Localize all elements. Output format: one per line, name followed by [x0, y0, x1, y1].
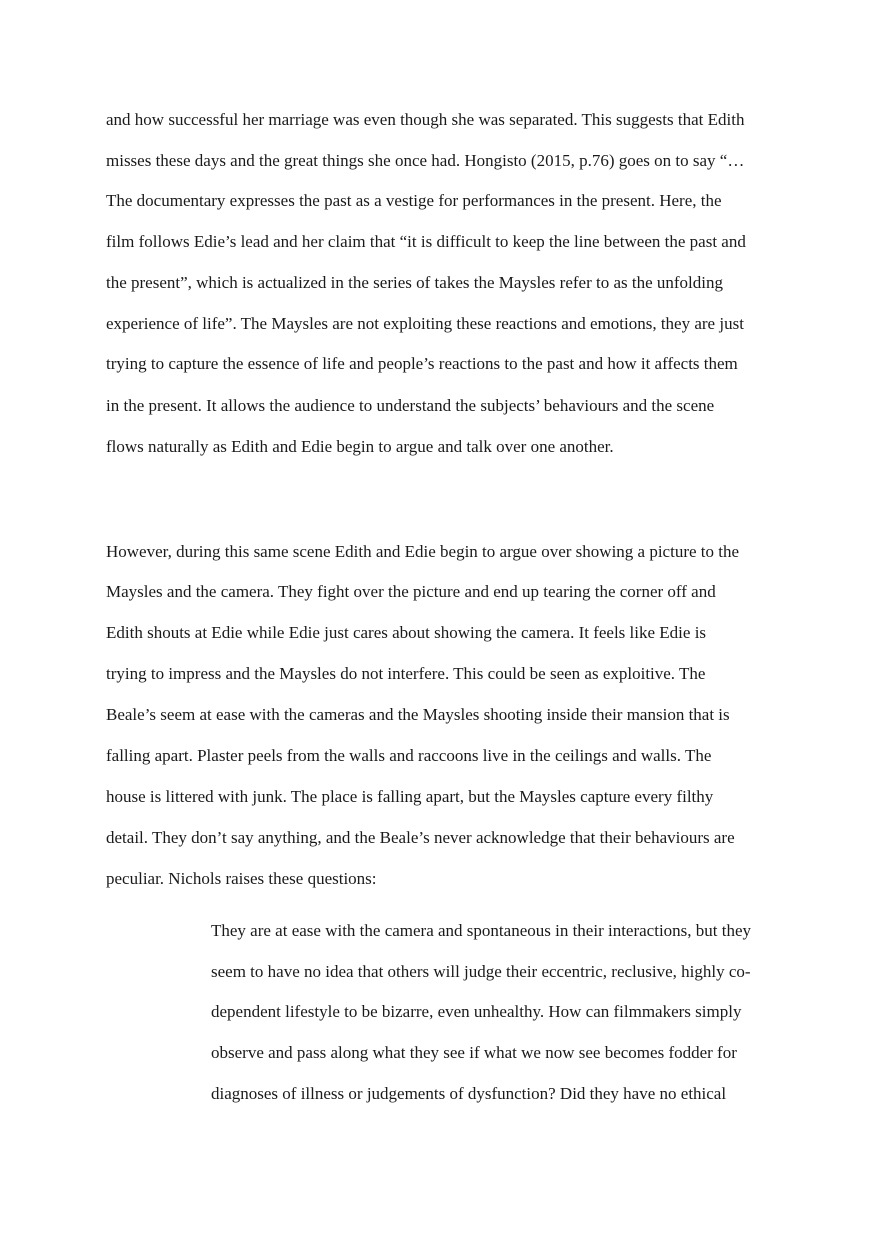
quote-line: observe and pass along what they see if what we now see becomes fodder for	[211, 1043, 737, 1062]
text-line: house is littered with junk. The place is falling apart, but the Maysles capture every filthy	[106, 787, 714, 806]
text-line: and how successful her marriage was even though she was separated. This suggests that Edith	[106, 110, 745, 129]
quote-line: dependent lifestyle to be bizarre, even unhealthy. How can filmmakers simply	[211, 1002, 742, 1021]
quote-line: They are at ease with the camera and spontaneous in their interactions, but they	[211, 921, 752, 940]
text-line: detail. They don’t say anything, and the Beale’s never acknowledge that their behaviours are	[106, 828, 735, 847]
text-line: experience of life”. The Maysles are not exploiting these reactions and emotions, they are just	[106, 314, 744, 333]
text-line: However, during this same scene Edith and Edie begin to argue over showing a picture to the	[106, 542, 740, 561]
text-line: falling apart. Plaster peels from the walls and raccoons live in the ceilings and walls. The	[106, 746, 712, 765]
text-line: trying to capture the essence of life and people’s reactions to the past and how it affects them	[106, 354, 738, 373]
quote-line: seem to have no idea that others will judge their eccentric, reclusive, highly co-	[211, 962, 751, 981]
text-line: Beale’s seem at ease with the cameras and the Maysles shooting inside their mansion that is	[106, 705, 730, 724]
text-line: The documentary expresses the past as a vestige for performances in the present. Here, the	[106, 191, 722, 210]
quote-line: diagnoses of illness or judgements of dysfunction? Did they have no ethical	[211, 1084, 727, 1103]
text-line: film follows Edie’s lead and her claim that “it is difficult to keep the line between the past and	[106, 232, 746, 251]
text-line: Maysles and the camera. They fight over the picture and end up tearing the corner off and	[106, 582, 716, 601]
text-line: peculiar. Nichols raises these questions:	[106, 869, 377, 888]
text-line: trying to impress and the Maysles do not interfere. This could be seen as exploitive. The	[106, 664, 706, 683]
text-line: misses these days and the great things she once had. Hongisto (2015, p.76) goes on to say “…	[106, 151, 745, 170]
text-line: in the present. It allows the audience to understand the subjects’ behaviours and the scene	[106, 396, 715, 415]
text-line: the present”, which is actualized in the series of takes the Maysles refer to as the unfolding	[106, 273, 723, 292]
text-line: flows naturally as Edith and Edie begin to argue and talk over one another.	[106, 437, 614, 456]
text-line: Edith shouts at Edie while Edie just cares about showing the camera. It feels like Edie is	[106, 623, 707, 642]
